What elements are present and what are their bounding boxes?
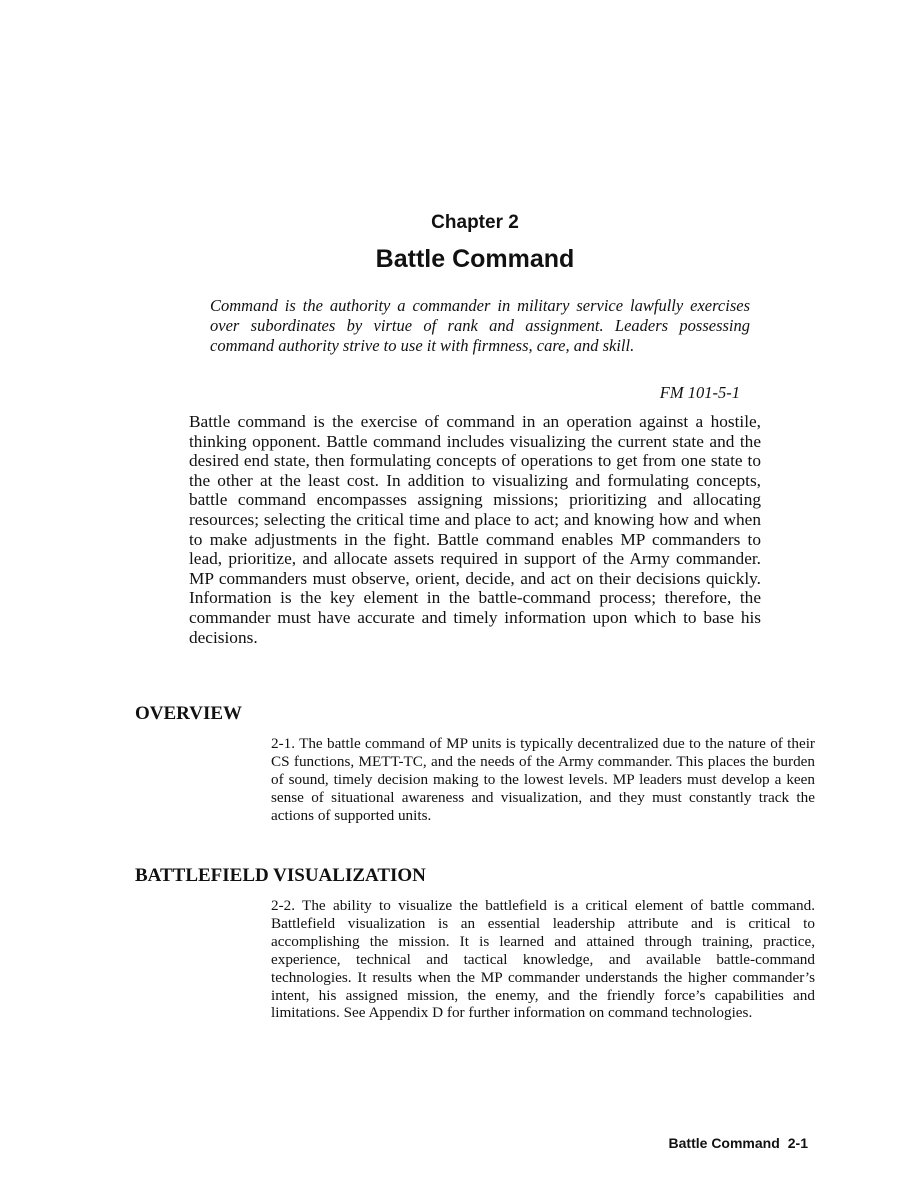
- page-number: 2-1: [787, 1135, 808, 1151]
- chapter-title: Battle Command: [375, 245, 575, 273]
- section-heading-overview: OVERVIEW: [135, 703, 243, 724]
- section-paragraph-battlefield-visualization: 2-2. The ability to visualize the battlefield is a critical element of battle command. Battlefield visualization is an essential leadership attribute and is critical to accomplishing the mission. It is learned and attained through training, practice, experience, technical and tactical knowledge, and available battle-command technologies. It results when the MP commander understands the higher commander’s intent, his assigned mission, the enemy, and the friendly force’s capabilities and limitations. See Appendix D for further information on command technologies.: [271, 897, 815, 1022]
- intro-paragraph: Battle command is the exercise of command in an operation against a hostile, thinking opponent. Battle command includes visualizing the current state and the desired end state, then formulating concepts of operations to get from one state to the other at the least cost. In addition to visualizing and formulating concepts, battle command encompasses assigning missions; prioritizing and allocating resources; selecting the critical time and place to act; and knowing how and when to make adjustments in the fight. Battle command enables MP commanders to lead, prioritize, and allocate assets required in support of the Army commander. MP commanders must observe, orient, decide, and act on their decisions quickly. Information is the key element in the battle-command process; therefore, the commander must have accurate and timely information upon which to base his decisions.: [189, 412, 761, 647]
- section-paragraph-overview: 2-1. The battle command of MP units is typically decentralized due to the nature of their CS functions, METT-TC, and the needs of the Army commander. This places the burden of sound, timely decision making to the lowest levels. MP leaders must develop a keen sense of situational awareness and visualization, and they must constantly track the actions of supported units.: [271, 735, 815, 824]
- epigraph-source: FM 101-5-1: [659, 383, 740, 402]
- page-footer: [669, 1135, 808, 1151]
- section-heading-battlefield-visualization: BATTLEFIELD VISUALIZATION: [135, 865, 426, 886]
- epigraph-quote: Command is the authority a commander in military service lawfully exercises over subordinates by virtue of rank and assignment. Leaders possessing command authority strive to use it with firmness, care, and skill.: [210, 296, 750, 355]
- chapter-label: Chapter 2: [431, 212, 519, 233]
- footer-title: Battle Command: [668, 1135, 780, 1151]
